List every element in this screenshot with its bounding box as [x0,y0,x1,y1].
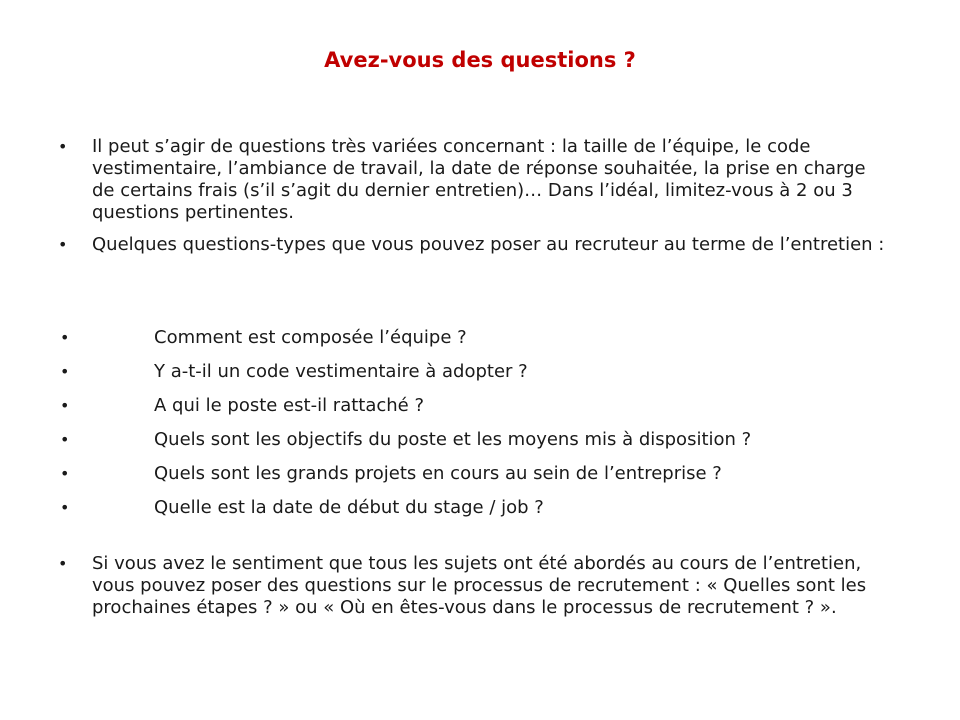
question-list [60,327,910,531]
bullet-text: Quelques questions-types que vous pouvez poser au recruteur au terme de l’entretien : [92,234,885,255]
question-text: Y a-t-il un code vestimentaire à adopter ? [154,361,528,382]
question-item [60,327,910,361]
bullet-icon: • [58,137,68,156]
bullet-text: Il peut s’agir de questions très variées concernant : la taille de l’équipe, le code vestimentaire, l’ambiance de travail, la date de réponse souhaitée, la prise en charge de certains frais (s’il s’agit du dernier entretien)… Dans l’idéal, limitez-vous à 2 ou 3 questions pertinentes. [92,136,866,223]
bullet-icon: • [60,430,70,449]
question-text: Comment est composée l’équipe ? [154,327,467,348]
question-item [60,497,910,531]
bullet-icon: • [60,328,70,347]
intro-bullet-list [58,136,888,256]
bullet-icon: • [58,235,68,254]
slide-title: Avez-vous des questions ? [324,48,636,72]
bullet-icon: • [60,464,70,483]
question-item [60,463,910,497]
bullet-icon: • [60,362,70,381]
question-text: A qui le poste est-il rattaché ? [154,395,425,416]
intro-bullet-item [58,136,888,224]
closing-bullet-list [58,553,888,619]
question-text: Quels sont les objectifs du poste et les moyens mis à disposition ? [154,429,752,450]
question-text: Quels sont les grands projets en cours au sein de l’entreprise ? [154,463,722,484]
question-item [60,361,910,395]
bullet-icon: • [60,396,70,415]
closing-bullet-item [58,553,888,619]
question-item [60,429,910,463]
bullet-icon: • [60,498,70,517]
intro-bullet-item [58,234,888,256]
bullet-icon: • [58,554,68,573]
question-text: Quelle est la date de début du stage / job ? [154,497,544,518]
question-item [60,395,910,429]
bullet-text: Si vous avez le sentiment que tous les sujets ont été abordés au cours de l’entretien, vous pouvez poser des questions sur le processus de recrutement : « Quelles sont les prochaines étapes ? » ou « Où en êtes-vous dans le processus de recrutement ? ». [92,553,867,618]
